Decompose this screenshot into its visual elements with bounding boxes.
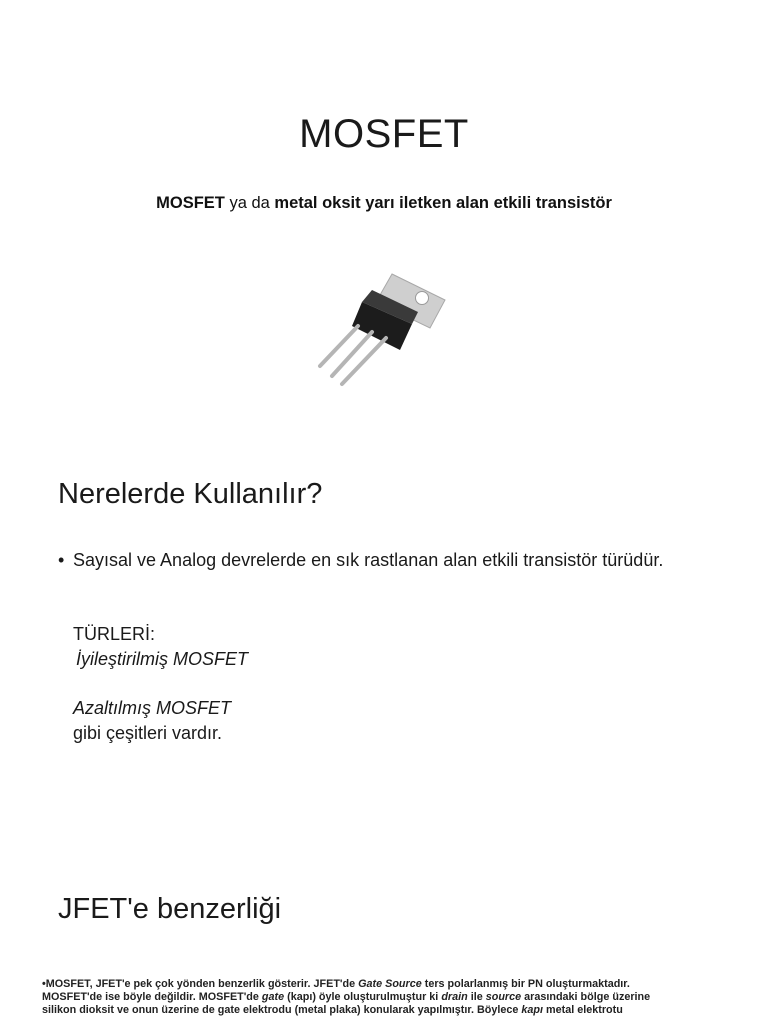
type-enhancement: İyileştirilmiş MOSFET (76, 649, 248, 669)
types-label: TÜRLERİ: (73, 624, 156, 644)
transistor-lead (332, 332, 372, 376)
subtitle-connector: ya da (224, 194, 275, 212)
bullet-marker: • (58, 550, 65, 570)
jfet-heading: JFET'e benzerliği (58, 893, 282, 925)
transistor-drawing (300, 260, 460, 395)
subtitle-definition: metal oksit yarı iletken alan etkili transistör (274, 194, 612, 212)
page-title: MOSFET (299, 112, 469, 156)
usage-heading: Nerelerde Kullanılır? (58, 478, 323, 510)
to220-transistor-icon (300, 260, 460, 395)
types-suffix: gibi çeşitleri vardır. (73, 723, 223, 743)
types-list (73, 622, 248, 746)
transistor-lead (342, 338, 386, 384)
subtitle-term: MOSFET (156, 194, 225, 212)
usage-bullet-text: Sayısal ve Analog devrelerde en sık rastlanan alan etkili transistör türüdür. (73, 550, 664, 570)
usage-bullet (58, 548, 718, 573)
jfet-paragraph: •MOSFET, JFET'e pek çok yönden benzerlik gösterir. JFET'de Gate Source ters polarlanmış bir PN oluşturmaktadır. MOSFET'de ise böyle değildir. MOSFET'de gate (kapı) öyle oluşturulmuştur ki drain ile source arasındaki bölge üzerine silikon dioksit ve onun üzerine de gate elektrodu (metal plaka) konularak yapılmıştır. Böylece kapı metal elektrotu (42, 978, 651, 1016)
type-depletion: Azaltılmış MOSFET (73, 698, 232, 718)
transistor-tab-hole (416, 292, 429, 305)
transistor-lead (320, 326, 358, 366)
page-subtitle (0, 194, 768, 213)
